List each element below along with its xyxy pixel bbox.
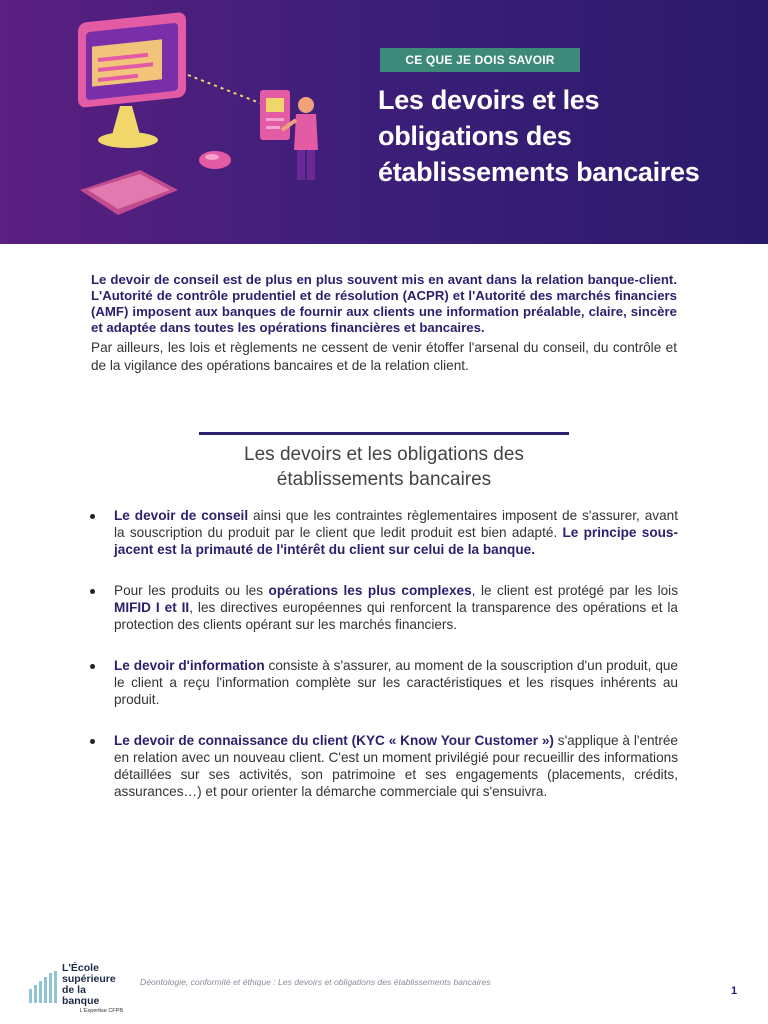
list-item — [88, 732, 678, 800]
bullet-highlight: Le devoir de connaissance du client (KYC « Know Your Customer ») — [114, 733, 554, 748]
header-banner — [0, 0, 768, 244]
logo-line: L'École — [62, 962, 99, 974]
bullet-icon — [90, 739, 95, 744]
list-item — [88, 582, 678, 633]
bullet-icon — [90, 664, 95, 669]
bullet-highlight: Le devoir d'information — [114, 658, 265, 673]
logo-text — [62, 963, 123, 1015]
logo-line: de la banque — [62, 984, 100, 1007]
intro-highlight: Le devoir de conseil est de plus en plus souvent mis en avant dans la relation banque-client. L'Autorité de contrôle prudentiel et de résolution (ACPR) et l'Autorité des marchés financiers (AMF) imposent aux banques de fournir aux clients une information préalable, claire, sincère et adaptée dans toutes les opérations financières et bancaires. — [91, 272, 677, 335]
bullet-icon — [90, 589, 95, 594]
title-line: établissements bancaires — [378, 157, 700, 187]
computer-illustration — [60, 10, 360, 235]
footer-caption: Déontologie, conformité et éthique : Les devoirs et obligations des établissements bancaires — [140, 977, 491, 987]
section-title-line: Les devoirs et les obligations des — [244, 444, 524, 465]
page-title — [378, 82, 758, 190]
logo-line: supérieure — [62, 973, 116, 985]
section-rule — [199, 432, 569, 435]
list-item — [88, 657, 678, 708]
page-number: 1 — [731, 985, 738, 997]
bullet-text: s'applique à l'entrée en relation avec un nouveau client. C'est un moment privilégié pour recueillir des informations détaillées sur ses activités, son patrimoine et ses engagements (placements, crédits, assurances…) et pour orienter la démarche commerciale qui s'ensuivra. — [114, 733, 678, 799]
section-title — [184, 442, 584, 492]
bullet-text: Pour les produits ou les — [114, 583, 269, 598]
list-item — [88, 507, 678, 558]
bullet-highlight: Le principe sous-jacent est la primauté de l'intérêt du client sur celui de la banque. — [114, 525, 679, 557]
school-logo-icon — [28, 971, 60, 1003]
bullet-highlight: MIFID I et II — [114, 600, 190, 615]
bullet-icon — [90, 514, 95, 519]
bullet-list — [88, 507, 678, 800]
bullet-text: consiste à s'assurer, au moment de la souscription d'un produit, que le client a reçu l'information complète sur les caractéristiques et les risques inhérents au produit. — [114, 658, 678, 707]
intro-paragraph: Par ailleurs, les lois et règlements ne cessent de venir étoffer l'arsenal du conseil, du contrôle et de la vigilance des opérations bancaires et de la relation client. — [91, 340, 677, 373]
bullet-highlight: Le devoir de conseil — [114, 508, 249, 523]
school-logo — [28, 962, 123, 1014]
intro-block — [91, 272, 677, 375]
bullet-text: , les directives européennes qui renforcent la transparence des opérations et la protection des clients opérant sur les marchés financiers. — [114, 600, 678, 632]
section-title-line: établissements bancaires — [276, 469, 492, 490]
logo-subtitle: L'Expertise CFPB — [79, 1008, 123, 1014]
bullet-highlight: opérations les plus complexes — [268, 583, 472, 598]
section-tag: CE QUE JE DOIS SAVOIR — [380, 48, 580, 72]
bullet-text: , le client est protégé par les lois — [471, 583, 678, 598]
bullet-text: ainsi que les contraintes règlementaires imposent de s'assurer, avant la souscription du produit par le client que ledit produit est bien adapté. — [114, 508, 678, 540]
title-line: Les devoirs et les — [378, 85, 600, 115]
title-line: obligations des — [378, 121, 572, 151]
